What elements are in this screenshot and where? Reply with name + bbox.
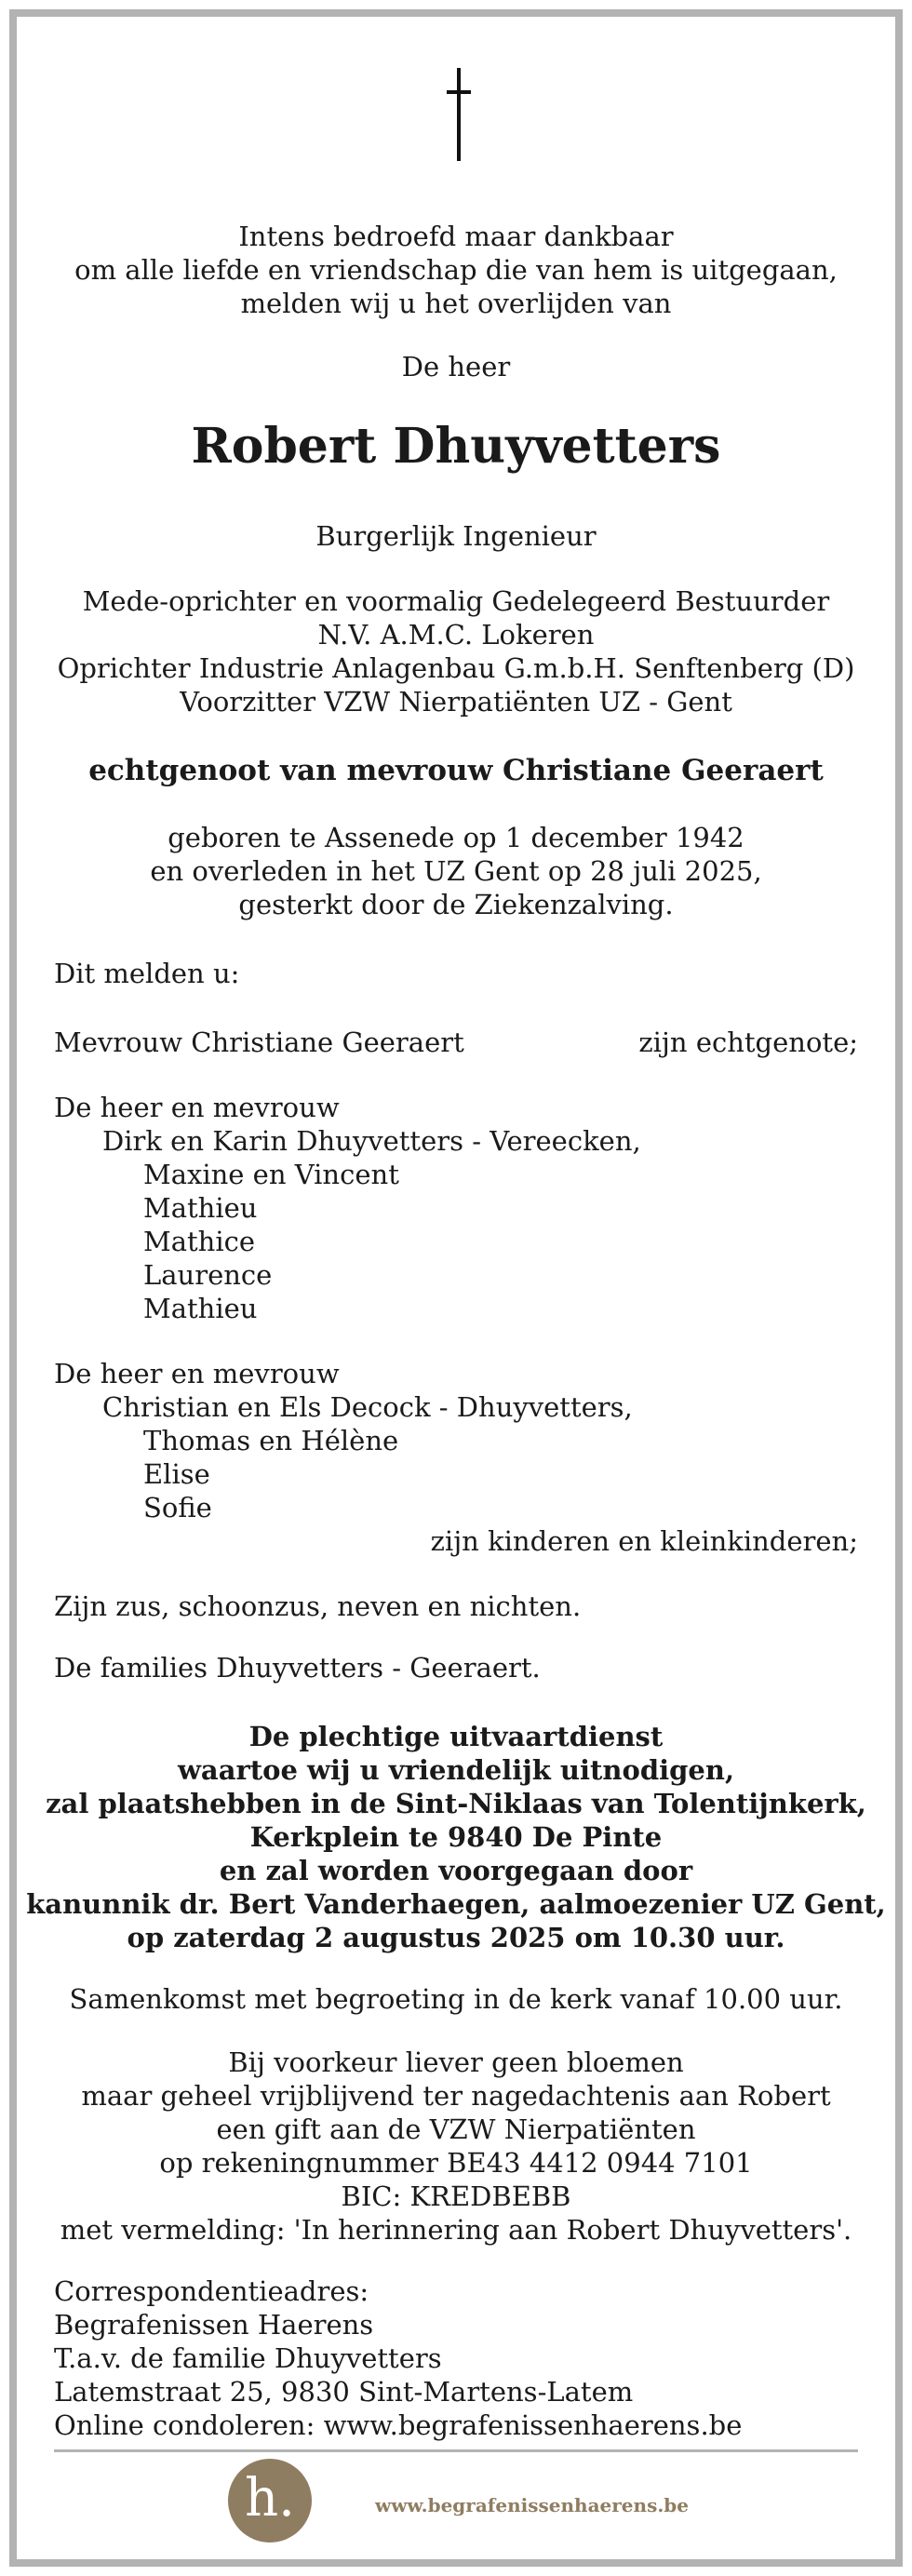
spouse-relation: zijn echtgenote; [638, 1026, 858, 1058]
announce: Dit melden u: [54, 958, 240, 989]
correspondence-line-1: Correspondentieadres: [54, 2275, 369, 2307]
profession: Burgerlijk Ingenieur [315, 520, 597, 552]
service-line-4: Kerkplein te 9840 De Pinte [249, 1821, 663, 1853]
funeral-home-logo: h. [228, 2459, 312, 2542]
correspondence-line-4: Latemstraat 25, 9830 Sint-Martens-Latem [54, 2376, 634, 2408]
family2-child: Elise [143, 1458, 210, 1490]
intro-line-2: om alle liefde en vriendschap die van hem is uitgegaan, [74, 254, 838, 286]
families: De families Dhuyvetters - Geeraert. [54, 1652, 541, 1684]
notice-content [17, 17, 895, 2559]
correspondence-line-5: Online condoleren: www.begrafenissenhaerens.be [54, 2409, 743, 2441]
children-relation: zijn kinderen en kleinkinderen; [430, 1525, 858, 1557]
role-line-1: Mede-oprichter en voormalig Gedelegeerd Bestuurder [82, 585, 830, 617]
service-line-6: kanunnik dr. Bert Vanderhaegen, aalmoezenier UZ Gent, [26, 1888, 886, 1920]
spouse-name: Mevrouw Christiane Geeraert [54, 1026, 464, 1058]
intro-line-3: melden wij u het overlijden van [240, 288, 672, 319]
family1-child: Mathice [143, 1226, 255, 1257]
correspondence-line-2: Begrafenissen Haerens [54, 2309, 374, 2341]
family2-parents: Christian en Els Decock - Dhuyvetters, [102, 1391, 633, 1423]
family1-child: Mathieu [143, 1293, 258, 1324]
service-line-2: waartoe wij u vriendelijk uitnodigen, [177, 1754, 735, 1786]
birth-line-3: gesterkt door de Ziekenzalving. [238, 889, 674, 920]
family2-header: De heer en mevrouw [54, 1358, 340, 1389]
family1-parents: Dirk en Karin Dhuyvetters - Vereecken, [102, 1125, 641, 1157]
correspondence-line-3: T.a.v. de familie Dhuyvetters [54, 2342, 442, 2374]
role-line-2: N.V. A.M.C. Lokeren [317, 619, 595, 651]
cross-icon [447, 68, 471, 161]
footer-url[interactable]: www.begrafenissenhaerens.be [375, 2494, 690, 2516]
family2-child: Sofie [143, 1492, 212, 1523]
gathering: Samenkomst met begroeting in de kerk vanaf 10.00 uur. [69, 1983, 843, 2015]
donation-line-2: maar geheel vrijblijvend ter nagedachtenis aan Robert [81, 2080, 831, 2112]
service-line-1: De plechtige uitvaartdienst [248, 1721, 664, 1752]
notice-frame [9, 9, 903, 2567]
family1-child: Mathieu [143, 1192, 258, 1224]
donation-line-1: Bij voorkeur liever geen bloemen [228, 2046, 684, 2078]
donation-line-3: een gift aan de VZW Nierpatiënten [216, 2113, 696, 2145]
service-line-5: en zal worden voorgegaan door [219, 1855, 693, 1886]
donation-line-4: op rekeningnummer BE43 4412 0944 7101 [159, 2147, 753, 2179]
donation-line-6: met vermelding: 'In herinnering aan Robert Dhuyvetters'. [60, 2214, 852, 2246]
spouse-line: echtgenoot van mevrouw Christiane Geeraert [88, 754, 824, 787]
title-prefix: De heer [401, 351, 511, 382]
family1-header: De heer en mevrouw [54, 1092, 340, 1123]
siblings: Zijn zus, schoonzus, neven en nichten. [54, 1590, 582, 1622]
intro-line-1: Intens bedroefd maar dankbaar [238, 221, 674, 252]
donation-line-5: BIC: KREDBEBB [341, 2180, 571, 2212]
family1-child: Laurence [143, 1259, 273, 1291]
birth-line-2: en overleden in het UZ Gent op 28 juli 2025, [150, 855, 762, 887]
family2-child: Thomas en Hélène [143, 1425, 399, 1456]
deceased-name: Robert Dhuyvetters [191, 418, 721, 475]
family1-child: Maxine en Vincent [143, 1159, 399, 1190]
role-line-4: Voorzitter VZW Nierpatiënten UZ - Gent [180, 686, 732, 718]
service-line-7: op zaterdag 2 augustus 2025 om 10.30 uur. [127, 1922, 785, 1953]
role-line-3: Oprichter Industrie Anlagenbau G.m.b.H. Senftenberg (D) [57, 652, 855, 684]
footer-divider [54, 2449, 858, 2452]
service-line-3: zal plaatshebben in de Sint-Niklaas van Tolentijnkerk, [46, 1788, 866, 1819]
birth-line-1: geboren te Assenede op 1 december 1942 [168, 822, 744, 853]
